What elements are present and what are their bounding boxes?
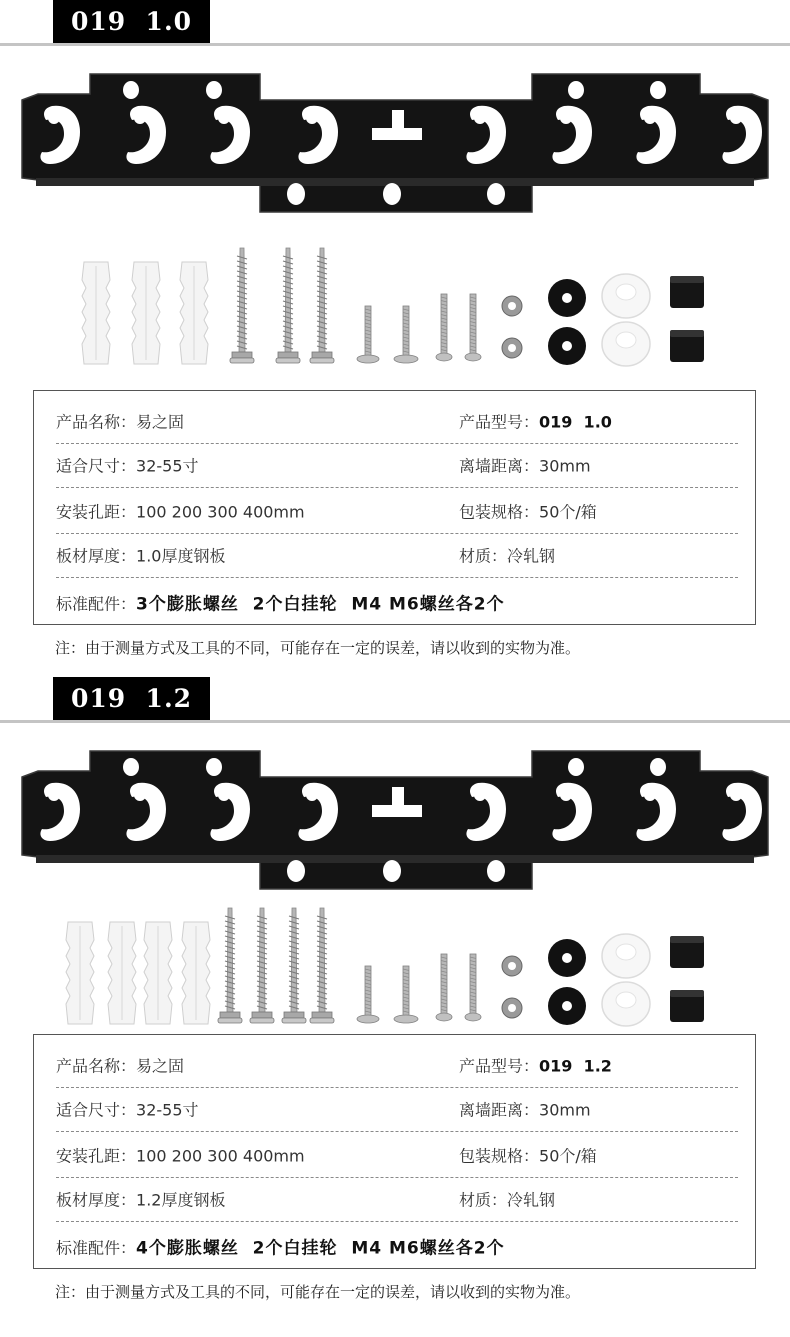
washer-hole [508, 1004, 516, 1012]
washer-hole [508, 302, 516, 310]
spec-row-thickness [56, 1177, 738, 1222]
standard-accessories: 标准配件：3个膨胀螺丝 2个白挂轮 M4 M6螺丝各2个 [56, 594, 505, 615]
mount-hole [123, 758, 139, 776]
disclaimer-note: 注：由于测量方式及工具的不同，可能存在一定的误差，请以收到的实物为准。 [55, 1283, 581, 1301]
accessory-parts-image [0, 240, 790, 380]
product-model: 产品型号：019 1.2 [459, 1056, 612, 1076]
screw [218, 908, 242, 1023]
spacer-hole [562, 1001, 572, 1011]
disclaimer-note: 注：由于测量方式及工具的不同，可能存在一定的误差，请以收到的实物为准。 [55, 639, 581, 657]
roller-center [616, 332, 636, 348]
mount-hole [287, 183, 305, 205]
machine-screw [357, 966, 379, 1023]
screw [250, 908, 274, 1023]
standard-accessories: 标准配件：4个膨胀螺丝 2个白挂轮 M4 M6螺丝各2个 [56, 1238, 505, 1259]
spec-row-accessories [56, 1224, 738, 1268]
fit-size: 适合尺寸：32-55寸 [56, 456, 199, 476]
spec-table [33, 390, 756, 625]
mount-hole [287, 860, 305, 882]
roller-center [616, 284, 636, 300]
cap-top [670, 330, 704, 337]
product-section-2 [0, 677, 790, 1337]
screw [282, 908, 306, 1023]
spacer-hole [562, 341, 572, 351]
spec-row-thickness [56, 533, 738, 578]
wall-bracket-image [0, 60, 790, 230]
package-spec: 包装规格：50个/箱 [459, 502, 597, 522]
mount-hole [568, 81, 584, 99]
machine-screw [436, 294, 452, 361]
material: 材质：冷轧钢 [459, 1190, 556, 1210]
spacer-hole [562, 953, 572, 963]
roller-center [616, 992, 636, 1008]
machine-screw [394, 306, 418, 363]
mount-hole [206, 758, 222, 776]
wall-anchor [108, 922, 136, 1024]
mount-hole [568, 758, 584, 776]
wall-anchor [66, 922, 94, 1024]
machine-screw [357, 306, 379, 363]
wall-anchor [82, 262, 110, 364]
spec-row-holes [56, 489, 738, 534]
material: 材质：冷轧钢 [459, 546, 556, 566]
hole-spacing: 安装孔距：100 200 300 400mm [56, 502, 305, 522]
spec-row-size [56, 443, 738, 488]
wall-anchor [144, 922, 172, 1024]
machine-screw [436, 954, 452, 1021]
screw [310, 248, 334, 363]
wall-anchor [182, 922, 210, 1024]
cap-top [670, 990, 704, 997]
mount-hole [487, 183, 505, 205]
hole-spacing: 安装孔距：100 200 300 400mm [56, 1146, 305, 1166]
plate-thickness: 板材厚度：1.2厚度钢板 [56, 1190, 226, 1210]
header-rule [0, 43, 790, 46]
product-section-1 [0, 0, 790, 660]
mount-hole [383, 183, 401, 205]
machine-screw [394, 966, 418, 1023]
plate-thickness: 板材厚度：1.0厚度钢板 [56, 546, 226, 566]
spec-row-accessories [56, 580, 738, 624]
package-spec: 包装规格：50个/箱 [459, 1146, 597, 1166]
wall-anchor [180, 262, 208, 364]
mount-hole [650, 81, 666, 99]
spec-table [33, 1034, 756, 1269]
fit-size: 适合尺寸：32-55寸 [56, 1100, 199, 1120]
model-tag: 019 1.2 [53, 677, 210, 720]
mount-hole [383, 860, 401, 882]
model-tag: 019 1.0 [53, 0, 210, 43]
screw [230, 248, 254, 363]
spec-row-size [56, 1087, 738, 1132]
spec-row-name [56, 399, 738, 444]
wall-distance: 离墙距离：30mm [459, 1100, 591, 1120]
screw [276, 248, 300, 363]
wall-anchor [132, 262, 160, 364]
roller-center [616, 944, 636, 960]
mount-hole [650, 758, 666, 776]
screw [310, 908, 334, 1023]
mount-hole [206, 81, 222, 99]
product-name: 产品名称：易之固 [56, 412, 185, 432]
header-rule [0, 720, 790, 723]
washer-hole [508, 344, 516, 352]
spec-row-name [56, 1043, 738, 1088]
wall-distance: 离墙距离：30mm [459, 456, 591, 476]
spacer-hole [562, 293, 572, 303]
cap-top [670, 276, 704, 283]
mount-hole [487, 860, 505, 882]
mount-hole [123, 81, 139, 99]
washer-hole [508, 962, 516, 970]
machine-screw [465, 954, 481, 1021]
wall-bracket-image [0, 737, 790, 907]
accessory-parts-image [0, 900, 790, 1040]
product-model: 产品型号：019 1.0 [459, 412, 612, 432]
product-name: 产品名称：易之固 [56, 1056, 185, 1076]
spec-row-holes [56, 1133, 738, 1178]
machine-screw [465, 294, 481, 361]
cap-top [670, 936, 704, 943]
